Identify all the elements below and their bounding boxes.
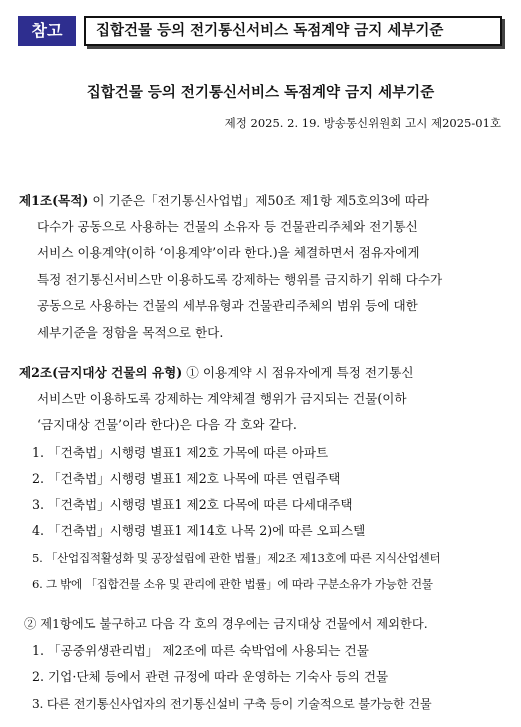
list-item: 2. 「건축법」시행령 별표1 제2호 나목에 따른 연립주택 [32,471,341,486]
article1-line-4: 특정 전기통신서비스만 이용하도록 강제하는 행위를 금지하기 위해 다수가 [37,272,443,287]
header-bar [18,16,502,46]
paragraph-2: ② 제1항에도 불구하고 다음 각 호의 경우에는 금지대상 건물에서 제외한다. [24,617,428,631]
article1-line-6: 세부기준을 정함을 목적으로 한다. [37,325,224,340]
list-item: 3. 「건축법」시행령 별표1 제2호 다목에 따른 다세대주택 [32,497,353,512]
reference-tag: 참고 [18,16,76,46]
list-item: 6. 그 밖에 「집합건물 소유 및 관리에 관한 법률」에 따라 구분소유가 가능한 건물 [32,577,433,591]
list-item: 3. 다른 전기통신사업자의 전기통신설비 구축 등이 기술적으로 불가능한 건물 [32,697,432,711]
article2-heading: 제2조(금지대상 건물의 유형) [19,365,183,380]
list-item: 1. 「공중위생관리법」 제2조에 따른 숙박업에 사용되는 건물 [32,643,369,658]
document-title: 집합건물 등의 전기통신서비스 독점계약 금지 세부기준 [86,84,435,101]
article1-line-3: 서비스 이용계약(이하 ‘이용계약’이라 한다.)을 체결하면서 점유자에게 [37,245,420,260]
article2-line-2: 서비스만 이용하도록 강제하는 계약체결 행위가 금지되는 건물(이하 [37,391,407,406]
article1-heading: 제1조(목적) [19,193,89,208]
article2-text: ① 이용계약 시 점유자에게 특정 전기통신 [182,365,414,380]
list-item: 4. 「건축법」시행령 별표1 제14호 나목 2)에 따른 오피스텔 [32,523,366,538]
list-item: 5. 「산업집적활성화 및 공장설립에 관한 법률」제2조 제13호에 따른 지식산업센터 [32,551,441,565]
article1-line-2: 다수가 공동으로 사용하는 건물의 소유자 등 건물관리주체와 전기통신 [37,219,418,234]
header-title: 집합건물 등의 전기통신서비스 독점계약 금지 세부기준 [84,16,502,46]
article1-line-1 [19,192,429,210]
article2-line-3: ‘금지대상 건물’이라 한다)은 다음 각 호와 같다. [37,417,297,432]
list-item: 1. 「건축법」시행령 별표1 제2호 가목에 따른 아파트 [32,445,329,460]
article1-line-5: 공동으로 사용하는 건물의 세부유형과 건물관리주체의 범위 등에 대한 [37,298,418,313]
enactment-line: 제정 2025. 2. 19. 방송통신위원회 고시 제2025-01호 [224,116,501,130]
list-item: 2. 기업·단체 등에서 관련 규정에 따라 운영하는 기숙사 등의 건물 [32,669,389,684]
article1-text: 이 기준은「전기통신사업법」제50조 제1항 제5호의3에 따라 [88,193,430,208]
article2-line-1 [19,364,414,382]
